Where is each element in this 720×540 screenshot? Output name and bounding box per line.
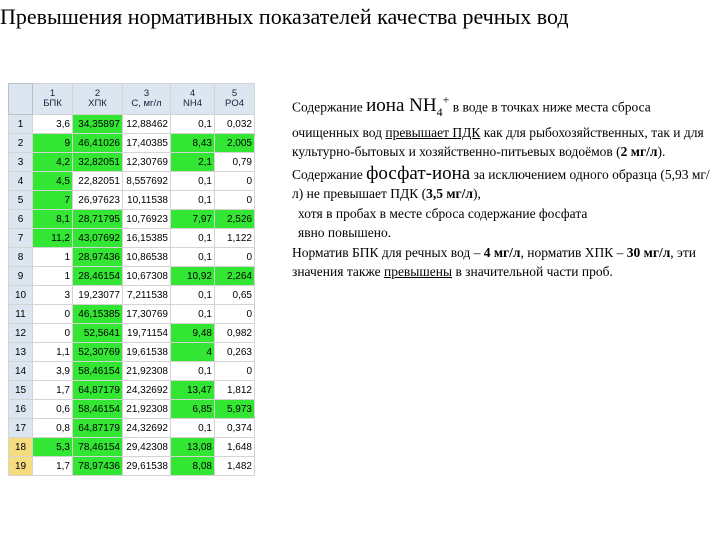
table-cell[interactable]: 7,211538	[123, 286, 171, 305]
text-run: в значительной части проб.	[452, 264, 613, 280]
table-cell[interactable]: 10,92	[171, 267, 215, 286]
text-run: как для рыбохозяйственных, так и для культурно-бытовых и хозяйственно-питьевых водоёмов (	[292, 124, 704, 160]
column-header[interactable]	[73, 84, 123, 115]
table-row	[9, 400, 255, 419]
table-cell[interactable]: 0,1	[171, 362, 215, 381]
column-number: 1	[49, 88, 56, 99]
table-cell[interactable]: 0,65	[215, 286, 255, 305]
table-cell[interactable]: 0,1	[171, 229, 215, 248]
row-header[interactable]: 19	[9, 457, 33, 476]
table-cell[interactable]: 0,1	[171, 419, 215, 438]
column-header[interactable]	[33, 84, 73, 115]
table-row	[9, 438, 255, 457]
ion-superscript: +	[442, 93, 450, 107]
row-header[interactable]: 2	[9, 134, 33, 153]
table-cell[interactable]: 24,32692	[123, 419, 171, 438]
column-header[interactable]	[171, 84, 215, 115]
table-cell[interactable]: 22,82051	[73, 172, 123, 191]
text-run: явно повышено.	[298, 225, 392, 241]
table-cell[interactable]: 9	[33, 134, 73, 153]
text-run: хотя в пробах в месте сброса содержание фосфата	[298, 205, 588, 221]
row-header[interactable]: 6	[9, 210, 33, 229]
column-header[interactable]	[123, 84, 171, 115]
table-cell[interactable]: 64,87179	[73, 419, 123, 438]
text-run: 30 мг/л	[626, 244, 671, 260]
table-cell[interactable]: 34,35897	[73, 115, 123, 134]
column-name: БПК	[43, 98, 62, 109]
table-cell[interactable]: 0	[215, 362, 255, 381]
explanation-text	[292, 91, 720, 282]
table-cell[interactable]: 52,30769	[73, 343, 123, 362]
table-cell[interactable]: 16,15385	[123, 229, 171, 248]
text-run	[366, 93, 450, 120]
table-cell[interactable]: 78,97436	[73, 457, 123, 476]
column-name: PO4	[224, 98, 244, 109]
table-cell[interactable]: 0,79	[215, 153, 255, 172]
column-name: NH4	[182, 98, 202, 109]
row-header[interactable]: 4	[9, 172, 33, 191]
text-run: ),	[473, 186, 481, 202]
table-cell[interactable]: 58,46154	[73, 362, 123, 381]
row-header[interactable]: 16	[9, 400, 33, 419]
table-cell[interactable]: 1,7	[33, 381, 73, 400]
column-name: ХПК	[88, 98, 107, 109]
table-row	[9, 324, 255, 343]
table-row	[9, 362, 255, 381]
ion-subscript: 4	[436, 105, 443, 120]
table-cell[interactable]: 21,92308	[123, 400, 171, 419]
table-cell[interactable]: 1,7	[33, 457, 73, 476]
table-cell[interactable]: 10,86538	[123, 248, 171, 267]
spreadsheet	[8, 83, 255, 476]
row-header[interactable]: 15	[9, 381, 33, 400]
text-run: превышены	[383, 264, 453, 280]
table-cell[interactable]: 8,557692	[123, 172, 171, 191]
table-cell[interactable]: 12,88462	[123, 115, 171, 134]
data-table	[8, 83, 255, 476]
table-cell[interactable]: 1	[33, 248, 73, 267]
column-number: 2	[94, 88, 101, 99]
text-run: , норматив ХПК –	[520, 244, 627, 260]
column-number: 4	[189, 88, 196, 99]
table-cell[interactable]: 29,42308	[123, 438, 171, 457]
table-cell[interactable]: 0,374	[215, 419, 255, 438]
column-header-row	[9, 84, 255, 115]
table-cell[interactable]: 0,6	[33, 400, 73, 419]
table-cell[interactable]: 8,08	[171, 457, 215, 476]
table-cell[interactable]: 28,97436	[73, 248, 123, 267]
row-header[interactable]: 3	[9, 153, 33, 172]
table-cell[interactable]: 2,1	[171, 153, 215, 172]
table-row	[9, 191, 255, 210]
table-cell[interactable]: 64,87179	[73, 381, 123, 400]
text-run: в воде в точках ниже места сброса очищенных вод	[292, 99, 651, 140]
table-cell[interactable]: 26,97623	[73, 191, 123, 210]
row-header[interactable]: 10	[9, 286, 33, 305]
table-cell[interactable]: 2,526	[215, 210, 255, 229]
column-number: 5	[231, 88, 238, 99]
table-cell[interactable]: 0,1	[171, 305, 215, 324]
table-cell[interactable]: 1,1	[33, 343, 73, 362]
paragraph-bpk-hpk	[292, 243, 720, 282]
text-run: фосфат-иона	[366, 162, 471, 184]
table-cell[interactable]: 7	[33, 191, 73, 210]
text-run: ).	[657, 144, 666, 160]
table-cell[interactable]: 11,2	[33, 229, 73, 248]
table-row	[9, 305, 255, 324]
table-cell[interactable]: 19,61538	[123, 343, 171, 362]
table-cell[interactable]: 0,1	[171, 191, 215, 210]
table-body	[9, 115, 255, 476]
paragraph-ammonium	[292, 91, 720, 162]
row-header[interactable]: 8	[9, 248, 33, 267]
table-cell[interactable]: 4,2	[33, 153, 73, 172]
row-header[interactable]: 1	[9, 115, 33, 134]
table-cell[interactable]: 12,30769	[123, 153, 171, 172]
table-cell[interactable]: 13,47	[171, 381, 215, 400]
table-row	[9, 153, 255, 172]
table-cell[interactable]: 52,5641	[73, 324, 123, 343]
table-cell[interactable]: 1	[33, 267, 73, 286]
column-name: С, мг/л	[131, 98, 162, 109]
table-row	[9, 134, 255, 153]
table-cell[interactable]: 46,15385	[73, 305, 123, 324]
table-cell[interactable]: 6,85	[171, 400, 215, 419]
table-cell[interactable]: 13,08	[171, 438, 215, 457]
table-cell[interactable]: 1,482	[215, 457, 255, 476]
table-row	[9, 267, 255, 286]
table-cell[interactable]: 0	[215, 248, 255, 267]
table-cell[interactable]: 0,1	[171, 248, 215, 267]
table-row	[9, 457, 255, 476]
table-cell[interactable]: 10,11538	[123, 191, 171, 210]
table-cell[interactable]: 0,982	[215, 324, 255, 343]
row-header[interactable]: 5	[9, 191, 33, 210]
table-cell[interactable]: 28,46154	[73, 267, 123, 286]
table-cell[interactable]: 4	[171, 343, 215, 362]
table-cell[interactable]: 1,122	[215, 229, 255, 248]
table-cell[interactable]: 78,46154	[73, 438, 123, 457]
table-cell[interactable]: 1,812	[215, 381, 255, 400]
text-run: , эти значения также	[292, 244, 696, 280]
table-cell[interactable]: 0	[215, 191, 255, 210]
slide-title: Превышения нормативных показателей качества речных вод	[0, 4, 569, 29]
table-cell[interactable]: 28,71795	[73, 210, 123, 229]
text-run: Содержание	[292, 99, 367, 115]
corner-cell[interactable]	[9, 84, 33, 115]
table-row	[9, 248, 255, 267]
table-cell[interactable]: 46,41026	[73, 134, 123, 153]
table-cell[interactable]: 0,1	[171, 115, 215, 134]
table-cell[interactable]: 10,76923	[123, 210, 171, 229]
table-cell[interactable]: 17,30769	[123, 305, 171, 324]
text-run: за исключением одного образца (5,93 мг/л) не превышает ПДК (	[292, 166, 710, 202]
table-cell[interactable]: 0,1	[171, 286, 215, 305]
table-cell[interactable]: 0,1	[171, 172, 215, 191]
table-cell[interactable]: 0,263	[215, 343, 255, 362]
column-number: 3	[143, 88, 150, 99]
table-cell[interactable]: 4,5	[33, 172, 73, 191]
text-run: превышает ПДК	[385, 124, 481, 140]
table-cell[interactable]: 5,973	[215, 400, 255, 419]
row-header[interactable]: 18	[9, 438, 33, 457]
table-cell[interactable]: 24,32692	[123, 381, 171, 400]
row-header[interactable]: 12	[9, 324, 33, 343]
table-cell[interactable]: 58,46154	[73, 400, 123, 419]
text-run: Норматив БПК для речных вод –	[292, 244, 484, 260]
table-row	[9, 210, 255, 229]
row-header[interactable]: 14	[9, 362, 33, 381]
table-cell[interactable]: 5,3	[33, 438, 73, 457]
paragraph-phosphate	[292, 164, 720, 243]
text-run: 3,5 мг/л	[426, 186, 474, 202]
table-row	[9, 343, 255, 362]
table-cell[interactable]: 1,648	[215, 438, 255, 457]
table-cell[interactable]: 8,1	[33, 210, 73, 229]
table-cell[interactable]: 0,032	[215, 115, 255, 134]
table-cell[interactable]: 29,61538	[123, 457, 171, 476]
row-header[interactable]: 13	[9, 343, 33, 362]
table-cell[interactable]: 8,43	[171, 134, 215, 153]
table-cell[interactable]: 19,23077	[73, 286, 123, 305]
table-cell[interactable]: 0	[33, 305, 73, 324]
table-cell[interactable]: 2,005	[215, 134, 255, 153]
table-row	[9, 419, 255, 438]
table-cell[interactable]: 32,82051	[73, 153, 123, 172]
table-cell[interactable]: 19,71154	[123, 324, 171, 343]
column-header[interactable]	[215, 84, 255, 115]
table-row	[9, 286, 255, 305]
table-cell[interactable]: 2,264	[215, 267, 255, 286]
table-cell[interactable]: 21,92308	[123, 362, 171, 381]
row-header[interactable]: 17	[9, 419, 33, 438]
table-cell[interactable]: 0	[33, 324, 73, 343]
text-run: 2 мг/л	[620, 144, 658, 160]
text-run: 4 мг/л	[483, 244, 521, 260]
table-row	[9, 115, 255, 134]
row-header[interactable]: 7	[9, 229, 33, 248]
table-cell[interactable]: 0	[215, 305, 255, 324]
table-cell[interactable]: 43,07692	[73, 229, 123, 248]
table-cell[interactable]: 0,8	[33, 419, 73, 438]
table-row	[9, 172, 255, 191]
table-row	[9, 381, 255, 400]
table-row	[9, 229, 255, 248]
table-cell[interactable]: 10,67308	[123, 267, 171, 286]
row-header[interactable]: 11	[9, 305, 33, 324]
table-cell[interactable]: 9,48	[171, 324, 215, 343]
table-cell[interactable]: 3	[33, 286, 73, 305]
table-cell[interactable]: 17,40385	[123, 134, 171, 153]
row-header[interactable]: 9	[9, 267, 33, 286]
table-cell[interactable]: 3,6	[33, 115, 73, 134]
table-cell[interactable]: 7,97	[171, 210, 215, 229]
table-cell[interactable]: 0	[215, 172, 255, 191]
ion-name: иона NH	[366, 95, 437, 117]
text-run: Содержание	[292, 166, 367, 182]
table-cell[interactable]: 3,9	[33, 362, 73, 381]
